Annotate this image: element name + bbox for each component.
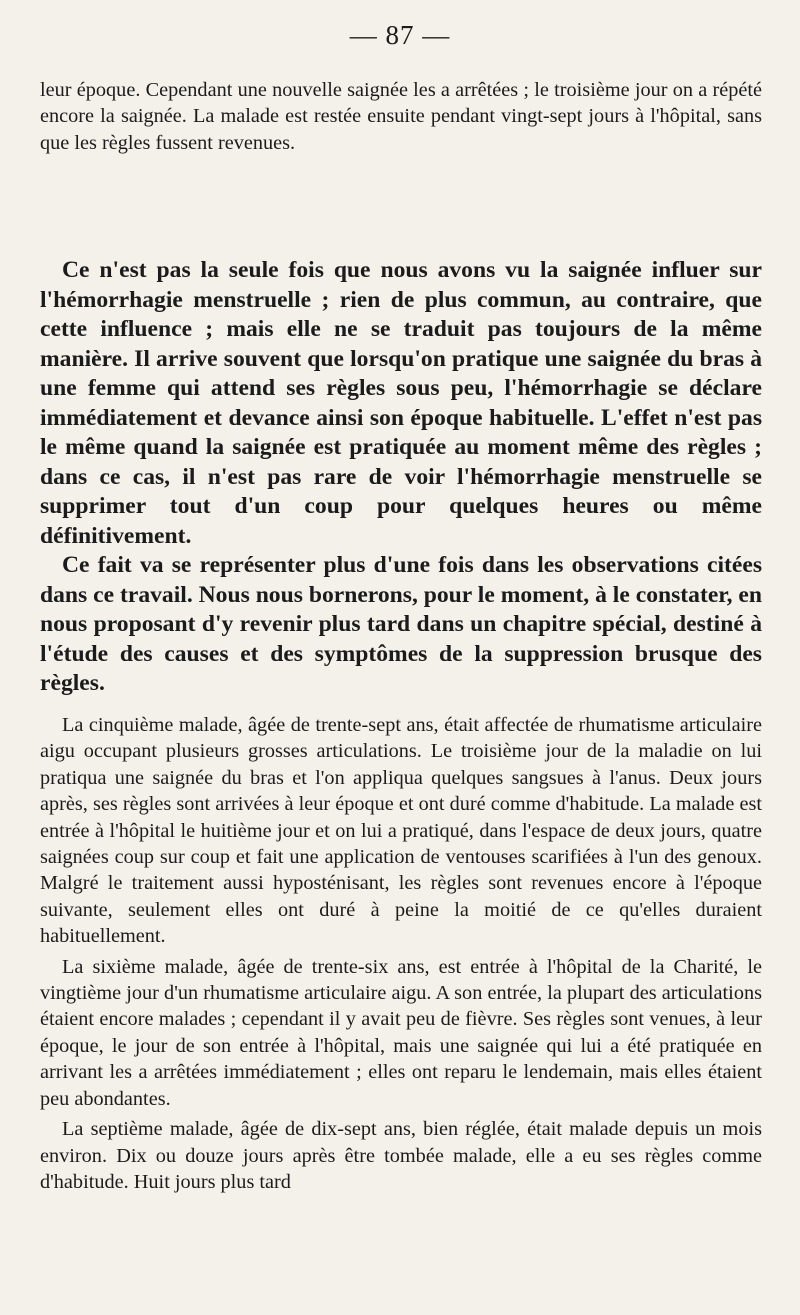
opening-text-block (40, 77, 762, 156)
paragraph-continuation: leur époque. Cependant une nouvelle saignée les a arrêtées ; le troisième jour on a répété encore la saignée. La malade est restée ensuite pendant vingt-sept jours à l'hôpital, sans que les règles fussent revenues. (40, 79, 762, 154)
paragraph-case-5: La cinquième malade, âgée de trente-sept ans, était affectée de rhumatisme articulaire aigu occupant plusieurs grosses articulations. Le troisième jour de la maladie on lui pratiqua une saignée du bras et l'on appliqua quelques sangsues à l'anus. Deux jours après, ses règles sont arrivées à leur époque et ont duré comme d'habitude. La malade est entrée à l'hôpital le huitième jour et on lui a pratiqué, dans l'espace de deux jours, quatre saignées coup sur coup et fait une application de ventouses scarifiées à l'un des genoux. Malgré le traitement aussi hyposténisant, les règles sont revenues encore à l'époque suivante, seulement elles ont duré à peine la moitié de ce qu'elles duraient habituellement. (40, 714, 762, 948)
paragraph-case-6: La sixième malade, âgée de trente-six ans, est entrée à l'hôpital de la Charité, le vingtième jour d'un rhumatisme articulaire aigu. A son entrée, la plupart des articulations étaient encore malades ; cependant il y avait peu de fièvre. Ses règles sont venues, à leur époque, le jour de son entrée à l'hôpital, mais une saignée qui lui a été pratiquée en arrivant les a arrêtées immédiatement ; elles ont reparu le lendemain, mais elles étaient peu abondantes. (40, 955, 762, 1110)
case-observations-block (40, 712, 762, 1195)
commentary-text-block (40, 256, 762, 699)
paragraph-case-7: La septième malade, âgée de dix-sept ans, bien réglée, était malade depuis un mois environ. Dix ou douze jours après être tombée malade, elle a eu ses règles comme d'habitude. Huit jours plus tard (40, 1118, 762, 1193)
paragraph-commentary-1: Ce n'est pas la seule fois que nous avons vu la saignée influer sur l'hémorrhagie menstruelle ; rien de plus commun, au contraire, que cette influence ; mais elle ne se traduit pas toujours de la même manière. Il arrive souvent que lorsqu'on pratique une saignée du bras à une femme qui attend ses règles sous peu, l'hémorrhagie se déclare immédiatement et devance ainsi son époque habituelle. L'effet n'est pas le même quand la saignée est pratiquée au moment même des règles ; dans ce cas, il n'est pas rare de voir l'hémorrhagie menstruelle se supprimer tout d'un coup pour quelques heures ou même définitivement. (40, 257, 762, 549)
page-number: — 87 — (349, 20, 451, 50)
paragraph-commentary-2: Ce fait va se représenter plus d'une fois dans les observations citées dans ce travail. Nous nous bornerons, pour le moment, à le constater, en nous proposant d'y revenir plus tard dans un chapitre spécial, destiné à l'étude des causes et des symptômes de la suppression brusque des règles. (40, 552, 762, 696)
